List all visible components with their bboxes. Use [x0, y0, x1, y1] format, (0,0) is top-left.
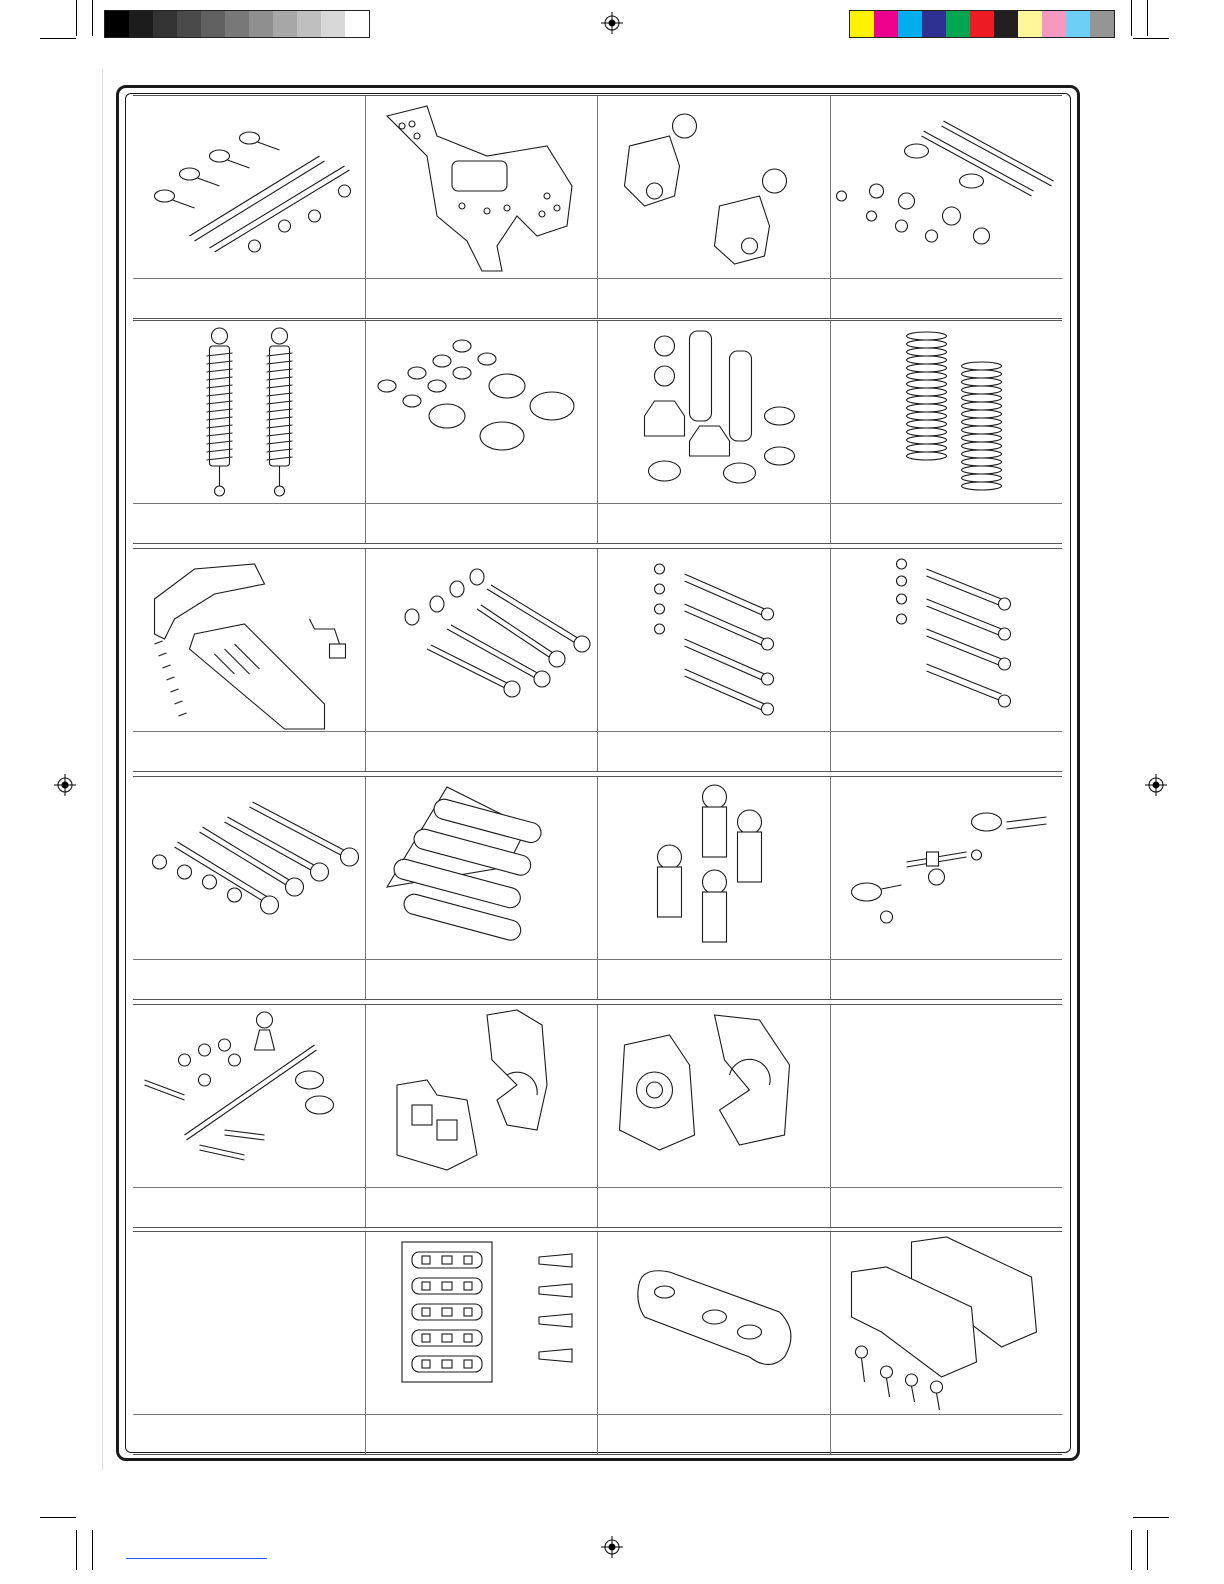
- part-cell: [831, 549, 1062, 771]
- registration-mark-icon: [1145, 774, 1167, 796]
- long-cap-screws-set-a-icon: [598, 549, 831, 731]
- part-label: [831, 503, 1062, 544]
- part-cell: [831, 96, 1062, 318]
- process-color-bar: [849, 10, 1115, 38]
- part-label: [598, 503, 830, 544]
- color-swatch: [970, 11, 994, 37]
- gearbox-housing-rear-icon: [598, 1005, 831, 1187]
- color-swatch: [201, 11, 225, 37]
- crop-mark: [92, 1530, 93, 1570]
- color-swatch: [1090, 11, 1114, 37]
- grayscale-color-bar: [104, 10, 370, 38]
- part-cell: [133, 1232, 366, 1454]
- footer-link-underline: [126, 1558, 267, 1559]
- color-swatch: [177, 11, 201, 37]
- part-cell: [598, 321, 831, 543]
- crop-mark: [1133, 38, 1169, 39]
- pins-with-lock-nuts-icon: [133, 777, 366, 959]
- steering-link-kit-icon: [133, 1005, 366, 1187]
- registration-mark-icon: [601, 12, 623, 34]
- shock-boots-and-caps-icon: [598, 321, 831, 503]
- part-cell: [598, 1232, 831, 1454]
- part-cell: [366, 777, 598, 999]
- part-label: [598, 278, 830, 319]
- part-label: [366, 278, 597, 319]
- part-cell: [366, 1232, 598, 1454]
- part-cell: [831, 321, 1062, 543]
- color-swatch: [105, 11, 129, 37]
- parts-row: [133, 95, 1062, 319]
- crop-mark: [1131, 1530, 1132, 1570]
- color-swatch: [1042, 11, 1066, 37]
- shock-tower-icon: [366, 96, 598, 278]
- parts-row: [133, 1231, 1062, 1455]
- color-swatch: [850, 11, 874, 37]
- part-cell: [366, 96, 598, 318]
- registration-mark-icon: [601, 1536, 623, 1558]
- part-cell: [133, 321, 366, 543]
- rod-end-cups-icon: [598, 777, 831, 959]
- color-swatch: [129, 11, 153, 37]
- color-swatch: [297, 11, 321, 37]
- crop-mark: [40, 38, 76, 39]
- color-swatch: [1018, 11, 1042, 37]
- part-label: [598, 731, 830, 772]
- linkage-kit-icon: [831, 777, 1062, 959]
- crop-mark: [1147, 1530, 1148, 1570]
- shock-seals-and-caps-icon: [366, 321, 598, 503]
- part-cell: [133, 1005, 366, 1227]
- color-swatch: [249, 11, 273, 37]
- color-swatch: [874, 11, 898, 37]
- part-cell: [598, 549, 831, 771]
- parts-row: [133, 548, 1062, 772]
- rod-ends-and-pivot-balls-icon: [133, 96, 366, 278]
- part-label: [831, 1187, 1062, 1228]
- color-swatch: [321, 11, 345, 37]
- mount-blocks-with-screws-icon: [831, 1232, 1062, 1414]
- part-label: [133, 731, 365, 772]
- part-label: [366, 1414, 597, 1455]
- threaded-pins-icon: [366, 777, 598, 959]
- parts-tree-with-screws-icon: [366, 1232, 598, 1414]
- color-swatch: [273, 11, 297, 37]
- registration-mark-icon: [54, 774, 76, 796]
- part-label: [831, 1414, 1062, 1455]
- color-swatch: [153, 11, 177, 37]
- part-label: [831, 278, 1062, 319]
- hinge-pins-with-nuts-icon: [366, 549, 598, 731]
- part-cell: [598, 1005, 831, 1227]
- crop-mark: [1133, 1517, 1169, 1518]
- part-label: [598, 959, 830, 1000]
- part-label: [598, 1414, 830, 1455]
- part-cell: [831, 1232, 1062, 1454]
- part-label: [831, 731, 1062, 772]
- shock-absorbers-icon: [133, 321, 366, 503]
- part-label: [366, 503, 597, 544]
- parts-row: [133, 776, 1062, 1000]
- crop-mark: [1131, 0, 1132, 36]
- crop-mark: [1147, 0, 1148, 36]
- part-label: [133, 959, 365, 1000]
- margin-rule: [102, 70, 103, 1470]
- coil-springs-icon: [831, 321, 1062, 503]
- part-label: [133, 503, 365, 544]
- part-label: [366, 959, 597, 1000]
- color-swatch: [946, 11, 970, 37]
- crop-mark: [76, 0, 77, 36]
- part-label: [133, 1187, 365, 1228]
- part-cell: [831, 1005, 1062, 1227]
- crop-mark: [92, 0, 93, 36]
- part-label: [366, 1187, 597, 1228]
- part-label: [598, 1187, 830, 1228]
- color-swatch: [1066, 11, 1090, 37]
- empty-slot: [831, 1005, 1062, 1187]
- part-cell: [366, 549, 598, 771]
- empty-slot: [133, 1232, 366, 1414]
- turnbuckle-set-icon: [831, 96, 1062, 278]
- part-label: [133, 1414, 365, 1455]
- part-label: [831, 959, 1062, 1000]
- gearbox-housing-front-icon: [366, 1005, 598, 1187]
- part-label: [366, 731, 597, 772]
- part-cell: [366, 1005, 598, 1227]
- part-label: [133, 278, 365, 319]
- parts-row: [133, 1004, 1062, 1228]
- crop-mark: [76, 1530, 77, 1570]
- part-cell: [598, 96, 831, 318]
- crop-mark: [40, 1517, 76, 1518]
- part-cell: [598, 777, 831, 999]
- color-swatch: [225, 11, 249, 37]
- color-swatch: [898, 11, 922, 37]
- parts-row: [133, 320, 1062, 544]
- steering-knuckles-icon: [598, 96, 831, 278]
- part-cell: [133, 96, 366, 318]
- part-cell: [831, 777, 1062, 999]
- part-cell: [133, 777, 366, 999]
- bumper-and-skid-plate-icon: [133, 549, 366, 731]
- part-cell: [133, 549, 366, 771]
- color-swatch: [922, 11, 946, 37]
- long-cap-screws-set-b-icon: [831, 549, 1062, 731]
- brace-plate-icon: [598, 1232, 831, 1414]
- color-swatch: [994, 11, 1018, 37]
- color-swatch: [345, 11, 369, 37]
- part-cell: [366, 321, 598, 543]
